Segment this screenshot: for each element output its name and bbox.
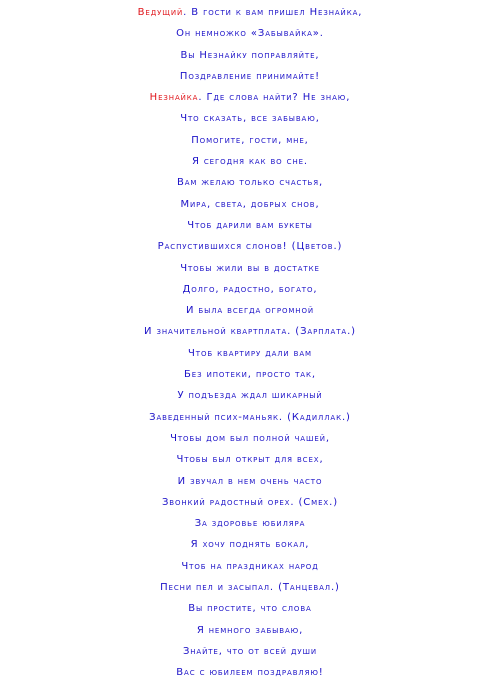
line-text: Песни пел и засыпал. (Танцевал.)	[160, 582, 340, 594]
poem-line	[0, 45, 500, 66]
poem-line	[0, 321, 500, 342]
line-text: И значительной квартплата. (Зарплата.)	[144, 326, 356, 338]
poem-line	[0, 215, 500, 236]
poem-line	[0, 2, 500, 23]
line-text: И была всегда огромной	[185, 305, 315, 317]
speaker-name: Ведущий	[137, 7, 184, 18]
line-text: Чтобы жили вы в достатке	[180, 262, 320, 274]
poem-line	[0, 300, 500, 321]
poem-line	[0, 428, 500, 449]
line-text: Долго, радостно, богато,	[182, 283, 318, 295]
line-text: Я немного забываю,	[196, 624, 304, 636]
poem-line	[0, 513, 500, 534]
poem-line	[0, 385, 500, 406]
line-text: Помогите, гости, мне,	[191, 134, 309, 146]
poem-line	[0, 598, 500, 619]
poem-line	[0, 556, 500, 577]
poem-text	[0, 2, 500, 684]
line-text: У подъезда ждал шикарный	[177, 390, 323, 402]
line-text: Звонкий радостный орех. (Смех.)	[161, 496, 339, 508]
line-text: Чтоб квартиру дали вам	[188, 347, 312, 359]
speaker-name: Незнайка	[149, 92, 199, 104]
poem-line	[0, 577, 500, 598]
line-text: Распустившихся слонов! (Цветов.)	[157, 241, 343, 253]
poem-line	[0, 641, 500, 662]
poem-line	[0, 364, 500, 385]
poem-line	[0, 87, 500, 108]
line-text: Я сегодня как во сне.	[191, 156, 309, 168]
line-text: За здоровье юбиляра	[194, 518, 306, 530]
line-text: Заведенный псих-маньяк. (Кадиллак.)	[149, 411, 351, 423]
poem-line	[0, 194, 500, 215]
poem-line	[0, 130, 500, 151]
poem-line	[0, 471, 500, 492]
poem-line	[0, 492, 500, 513]
poem-line	[0, 534, 500, 555]
line-text: Вы простите, что слова	[188, 603, 312, 615]
poem-line	[0, 172, 500, 193]
poem-line	[0, 236, 500, 257]
line-text: Чтоб дарили вам букеты	[187, 219, 313, 231]
poem-line	[0, 23, 500, 44]
line-text: . В гости к вам пришел Незнайка,	[183, 7, 363, 18]
poem-line	[0, 407, 500, 428]
line-text: Вас с юбилеем поздравляю!	[176, 667, 324, 679]
poem-line	[0, 279, 500, 300]
line-text: Чтобы был открыт для всех,	[176, 454, 324, 466]
line-text: И звучал в нем очень часто	[177, 475, 323, 487]
line-text: Вы Незнайку поправляйте,	[180, 49, 320, 61]
poem-line	[0, 662, 500, 683]
poem-line	[0, 258, 500, 279]
line-text: Чтоб на праздниках народ	[181, 560, 319, 572]
line-text: Знайте, что от всей души	[182, 645, 318, 657]
line-text: Без ипотеки, просто так,	[184, 369, 316, 381]
line-text: Поздравление принимайте!	[179, 70, 321, 82]
poem-line	[0, 343, 500, 364]
poem-line	[0, 66, 500, 87]
poem-line	[0, 108, 500, 129]
poem-line	[0, 620, 500, 641]
line-text: . Где слова найти? Не знаю,	[198, 92, 351, 104]
poem-line	[0, 449, 500, 470]
line-text: Я хочу поднять бокал,	[190, 539, 310, 551]
line-text: Мира, света, добрых снов,	[180, 198, 320, 210]
line-text: Он немножко «Забывайка».	[176, 28, 324, 40]
line-text: Чтобы дом был полной чашей,	[170, 432, 330, 444]
line-text: Что сказать, все забываю,	[180, 113, 320, 125]
poem-line	[0, 151, 500, 172]
line-text: Вам желаю только счастья,	[176, 177, 324, 189]
